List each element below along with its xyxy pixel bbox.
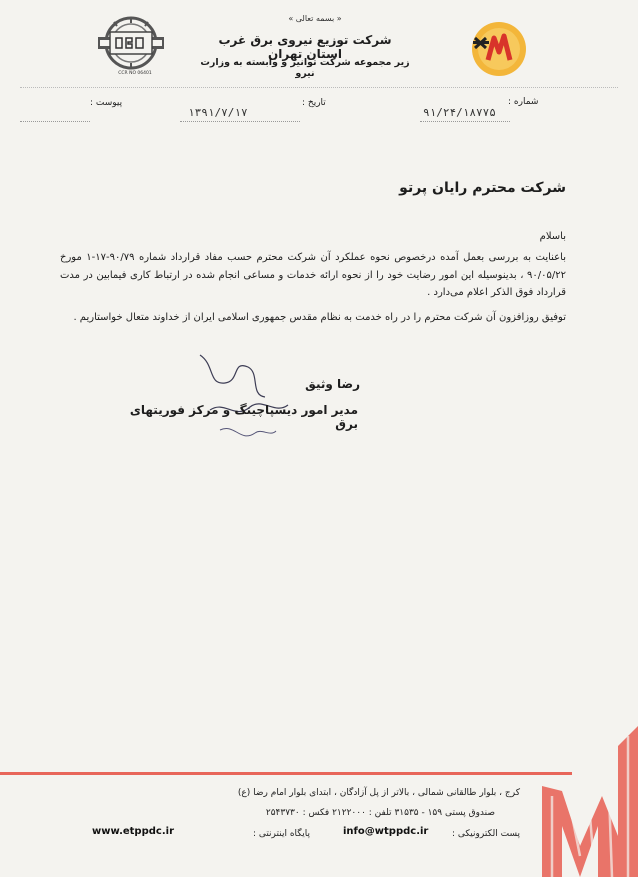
attachment-underline <box>20 121 90 122</box>
greeting: باسلام <box>539 231 566 242</box>
number-value: ۹۱/۲۴/۱۸۷۷۵ <box>423 106 496 119</box>
company-subtitle: زیر مجموعه شرکت توانیر و وابسته به وزارت نیرو <box>200 57 410 79</box>
email-label: پست الکترونیکی : <box>451 829 520 839</box>
signature-icon <box>180 345 310 455</box>
certificate-number: CCR NO 06401 <box>118 71 152 76</box>
header-divider <box>20 87 618 88</box>
date-underline <box>180 121 300 122</box>
attachment-label: پیوست : <box>90 98 123 108</box>
footer-postal-fax: صندوق پستی ۱۵۹ - ۳۱۵۳۵ تلفن : ۲۱۲۲۰۰۰ فکس : ۲۵۴۳۷۳۰ <box>265 808 495 818</box>
footer-divider <box>0 772 572 775</box>
date-label: تاریخ : <box>302 98 326 108</box>
date-value: ۱۳۹۱/۷/۱۷ <box>188 106 248 119</box>
number-underline <box>420 121 510 122</box>
website-address[interactable]: www.etppdc.ir <box>92 826 174 837</box>
footer-address: کرج ، بلوار طالقانی شمالی ، بالاتر از پل آزادگان ، ابتدای بلوار امام رضا (ع) <box>237 788 520 798</box>
closing-line: توفیق روزافزون آن شرکت محترم را در راه خدمت به نظام مقدس جمهوری اسلامی ایران از خداوند متعال خواستاریم . <box>73 312 566 323</box>
recipient: شرکت محترم رایان پرتو <box>399 180 566 196</box>
number-label: شماره : <box>508 97 539 107</box>
signer-title: مدیر امور دیسپاچینگ و مرکز فوریتهای برق <box>129 403 358 431</box>
company-name: شرکت توزیع نیروی برق غرب استان تهران <box>218 33 392 61</box>
website-label: پایگاه اینترنتی : <box>252 829 310 839</box>
certification-emblem-icon <box>96 12 166 74</box>
letter-body: باعنایت به بررسی بعمل آمده درخصوص نحوه عملکرد آن شرکت محترم حسب مفاد قرارداد شماره ۹۰/۷۹-۱۷-۱ مورخ ۹۰/۰۵/۲۲ ، بدینوسیله این امور رضایت خود را از نحوه ارائه خدمات و مساعی انجام شده در ارتباط کاری فیمابین در مدت قرارداد فوق الذکر اعلام می‌دارد . <box>60 252 566 298</box>
signer-name: رضا وثیق <box>305 377 360 391</box>
company-logo-icon <box>470 20 528 78</box>
bismillah: « بسمه تعالی » <box>288 14 342 23</box>
email-address[interactable]: info@wtppdc.ir <box>343 826 429 837</box>
footer-brand-mark-icon <box>532 726 638 877</box>
